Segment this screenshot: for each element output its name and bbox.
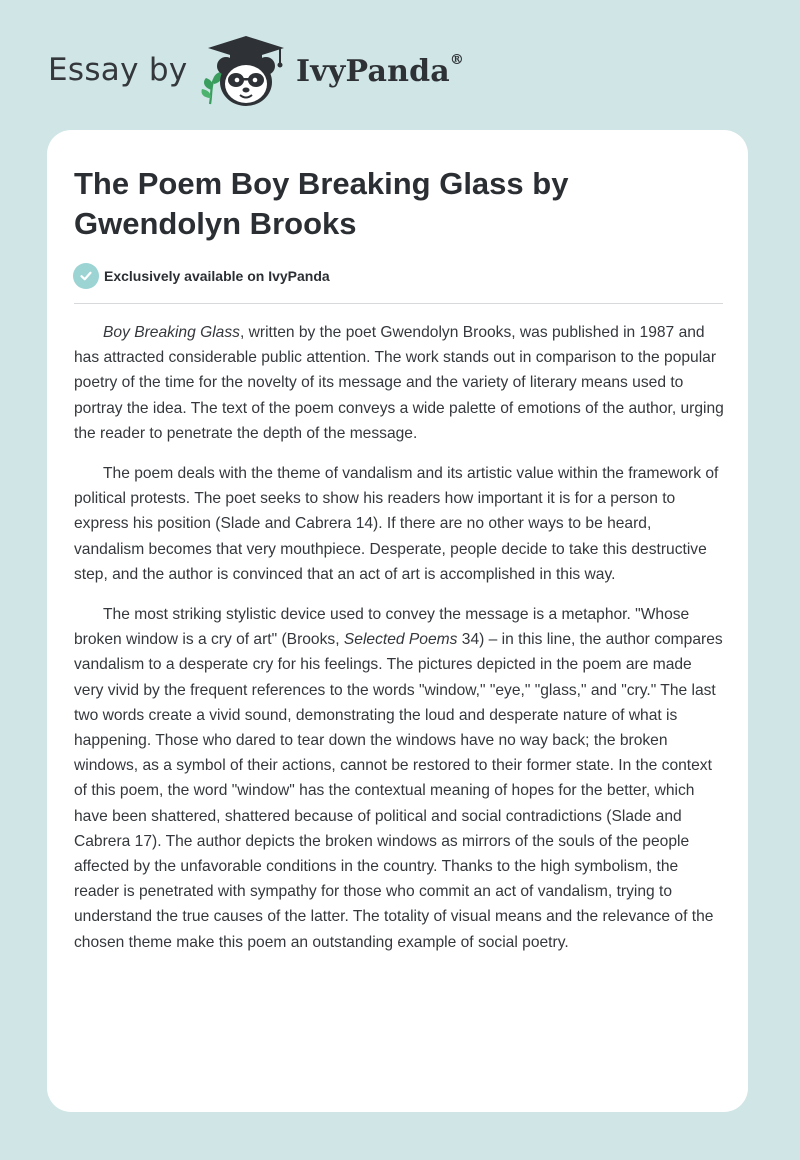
exclusive-badge: [73, 263, 330, 289]
paragraph-3-text-before: The most striking stylistic device used to convey the message is a metaphor. "Whose broken window is a cry of art" (Brooks,: [74, 606, 690, 649]
site-header: [48, 34, 508, 110]
paragraph-1: [74, 320, 725, 446]
divider: [74, 303, 723, 304]
essay-card: [47, 130, 748, 1112]
registered-mark: ®: [449, 52, 465, 68]
checkmark-icon: [73, 263, 99, 289]
paragraph-2: The poem deals with the theme of vandalism and its artistic value within the framework of political protests. The poet seeks to show his readers how important it is for a person to express his position (Slade and Cabrera 14). If there are no other ways to be heard, vandalism becomes that very mouthpiece. Desperate, people decide to take this destructive step, and the author is convinced that an act of art is accomplished in this way.: [74, 465, 719, 583]
brand-name: IvyPanda: [296, 54, 450, 89]
essay-by-label: Essay by: [48, 52, 188, 88]
poem-title-italic: Boy Breaking Glass: [103, 324, 240, 341]
paragraph-3-text-after: 34) – in this line, the author compares vandalism to a desperate cry for his feelings. The pictures depicted in the poem are made very vivid by the frequent references to the words "window," "eye," "glass," and "cry." The last two words create a vivid sound, demonstrating the loud and desperate nature of what is happening. Those who dared to tear down the windows have no way back; the broken windows, as a symbol of their actions, cannot be restored to their former state. In the context of this poem, the word "window" has the contextual meaning of hopes for the better, which have been shattered, shattered because of political and social contradictions (Slade and Cabrera 17). The author depicts the broken windows as mirrors of the souls of the people affected by the unfavorable conditions in the country. Thanks to the high symbolism, the reader is penetrated with sympathy for those who commit an act of vandalism, trying to understand the true causes of the latter. The totality of visual means and the relevance of the chosen theme make this poem an outstanding example of social poetry.: [74, 631, 723, 951]
paragraph-3: [74, 602, 725, 955]
book-title-italic: Selected Poems: [343, 631, 458, 649]
essay-body: [74, 320, 725, 970]
paragraph-1-text: , written by the poet Gwendolyn Brooks, was published in 1987 and has attracted considerable public attention. The work stands out in comparison to the popular poetry of the time for the novelty of its message and the variety of literary means used to portray the idea. The text of the poem conveys a wide palette of emotions of the author, urging the reader to penetrate the depth of the message.: [74, 324, 724, 442]
panda-graduate-icon[interactable]: [200, 34, 292, 110]
brand-logo[interactable]: [296, 54, 464, 89]
badge-label: Exclusively available on IvyPanda: [104, 268, 330, 284]
page-title: The Poem Boy Breaking Glass by Gwendolyn Brooks: [74, 166, 569, 241]
